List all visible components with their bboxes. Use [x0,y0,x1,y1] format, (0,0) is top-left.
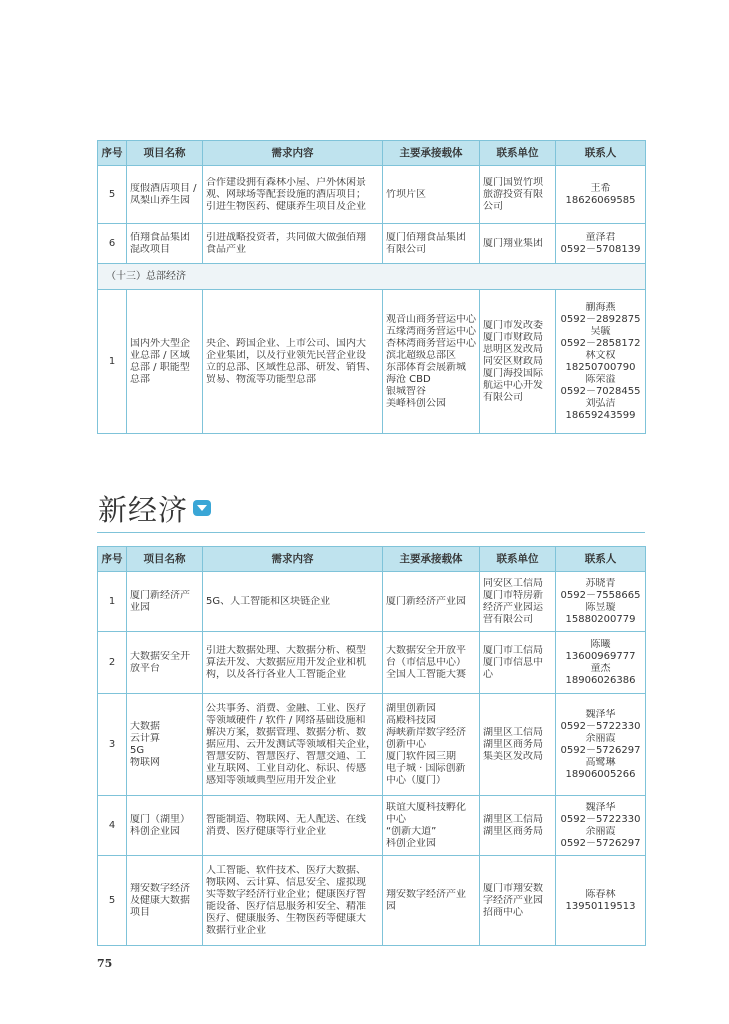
header-unit: 联系单位 [480,547,556,572]
row-seq: 4 [98,796,127,856]
row-carrier: 观音山商务营运中心 五缘湾商务营运中心 杏林湾商务营运中心 滨北超级总部区 东部体育会展新城 海沧 CBD 银城智谷 美峰科创公园 [383,290,480,434]
row-unit: 同安区工信局 厦门市特房新 经济产业园运 营有限公司 [480,572,556,632]
row-contact: 王希 18626069585 [556,166,646,224]
row-name: 翔安数字经济 及健康大数据 项目 [127,856,203,946]
header-content: 需求内容 [203,547,383,572]
row-contact: 童泽君 0592－5708139 [556,224,646,264]
header-seq: 序号 [98,141,127,166]
row-contact: 陈春林 13950119513 [556,856,646,946]
section-title: （十三）总部经济 [98,264,646,290]
row-content: 引进战略投资者，共同做大做强佰翔 食品产业 [203,224,383,264]
table-row [98,856,646,946]
heading-divider [97,532,645,533]
table-row [98,632,646,694]
row-contact: 蒯海燕 0592－2892875 吴毓 0592－2858172 林文权 18250700790 陈荣溢 0592－7028455 刘弘洁 18659243599 [556,290,646,434]
row-unit: 厦门国贸竹坝 旅游投资有限 公司 [480,166,556,224]
table-header-row [98,547,646,572]
investment-table-2 [97,546,646,946]
investment-table-1 [97,140,646,434]
row-carrier: 湖里创新园 高殿科技园 海峡新岸数字经济 创新中心 厦门软件园三期 电子城 · 国际创新 中心（厦门） [383,694,480,796]
row-content: 央企、跨国企业、上市公司、国内大 企业集团，以及行业领先民营企业设 立的总部、区域性总部、研发、销售、 贸易、物流等功能型总部 [203,290,383,434]
row-unit: 湖里区工信局 湖里区商务局 [480,796,556,856]
triangle-down-icon [193,500,211,516]
table-row [98,290,646,434]
header-project-name: 项目名称 [127,141,203,166]
header-carrier: 主要承接载体 [383,141,480,166]
header-content: 需求内容 [203,141,383,166]
row-content: 5G、人工智能和区块链企业 [203,572,383,632]
row-contact: 魏泽华 0592－5722330 余丽霞 0592－5726297 高鹭琳 18906005266 [556,694,646,796]
section-row [98,264,646,290]
header-seq: 序号 [98,547,127,572]
row-unit: 厦门市发改委 厦门市财政局 思明区发改局 同安区财政局 厦门海投国际 航运中心开发 有限公司 [480,290,556,434]
row-unit: 湖里区工信局 湖里区商务局 集美区发改局 [480,694,556,796]
row-carrier: 联谊大厦科技孵化 中心 “创新大道” 科创企业园 [383,796,480,856]
row-carrier: 厦门佰翔食品集团 有限公司 [383,224,480,264]
row-unit: 厦门市翔安数 字经济产业园 招商中心 [480,856,556,946]
row-seq: 5 [98,856,127,946]
page-number: 75 [97,957,113,970]
section-heading: 新经济 [98,493,189,527]
row-name: 厦门（湖里） 科创企业园 [127,796,203,856]
row-name: 国内外大型企 业总部 / 区域 总部 / 职能型 总部 [127,290,203,434]
row-seq: 3 [98,694,127,796]
row-contact: 魏泽华 0592－5722330 余丽霞 0592－5726297 [556,796,646,856]
row-carrier: 厦门新经济产业园 [383,572,480,632]
row-name: 大数据安全开 放平台 [127,632,203,694]
header-project-name: 项目名称 [127,547,203,572]
row-contact: 苏晓青 0592－7558665 陈昱璇 15880200779 [556,572,646,632]
row-seq: 2 [98,632,127,694]
row-carrier: 竹坝片区 [383,166,480,224]
table-row [98,796,646,856]
row-name: 大数据 云计算 5G 物联网 [127,694,203,796]
row-seq: 6 [98,224,127,264]
row-name: 佰翔食品集团 混改项目 [127,224,203,264]
header-contact: 联系人 [556,547,646,572]
row-seq: 5 [98,166,127,224]
row-name: 厦门新经济产 业园 [127,572,203,632]
row-name: 度假酒店项目 / 凤梨山养生园 [127,166,203,224]
table-row [98,572,646,632]
row-content: 人工智能、软件技术、医疗大数据、 物联网、云计算、信息安全、虚拟现 实等数字经济行业企业；健康医疗智 能设备、医疗信息服务和安全、精准 医疗、健康服务、生物医药等健康大 数据行业企业 [203,856,383,946]
header-unit: 联系单位 [480,141,556,166]
table-row [98,224,646,264]
header-contact: 联系人 [556,141,646,166]
row-content: 公共事务、消费、金融、工业、医疗 等领域硬件 / 软件 / 网络基础设施和 解决方案，数据管理、数据分析、数 据应用、云开发测试等领域相关企业， 智慧安防、智慧医疗、智慧交通、工 业互联网、工业自动化、标识、传感 感知等领域典型应用开发企业 [203,694,383,796]
row-content: 智能制造、物联网、无人配送、在线 消费、医疗健康等行业企业 [203,796,383,856]
row-content: 引进大数据处理、大数据分析、模型 算法开发、大数据应用开发企业和机 构，以及各行各业人工智能企业 [203,632,383,694]
table-header-row [98,141,646,166]
row-unit: 厦门翔业集团 [480,224,556,264]
row-content: 合作建设拥有森林小屋、户外休闲景 观、网球场等配套设施的酒店项目； 引进生物医药、健康养生项目及企业 [203,166,383,224]
row-seq: 1 [98,290,127,434]
row-unit: 厦门市工信局 厦门市信息中 心 [480,632,556,694]
row-carrier: 大数据安全开放平 台（市信息中心） 全国人工智能大赛 [383,632,480,694]
row-seq: 1 [98,572,127,632]
table-row [98,166,646,224]
table-row [98,694,646,796]
row-carrier: 翔安数字经济产业 园 [383,856,480,946]
header-carrier: 主要承接载体 [383,547,480,572]
row-contact: 陈曦 13600969777 童杰 18906026386 [556,632,646,694]
